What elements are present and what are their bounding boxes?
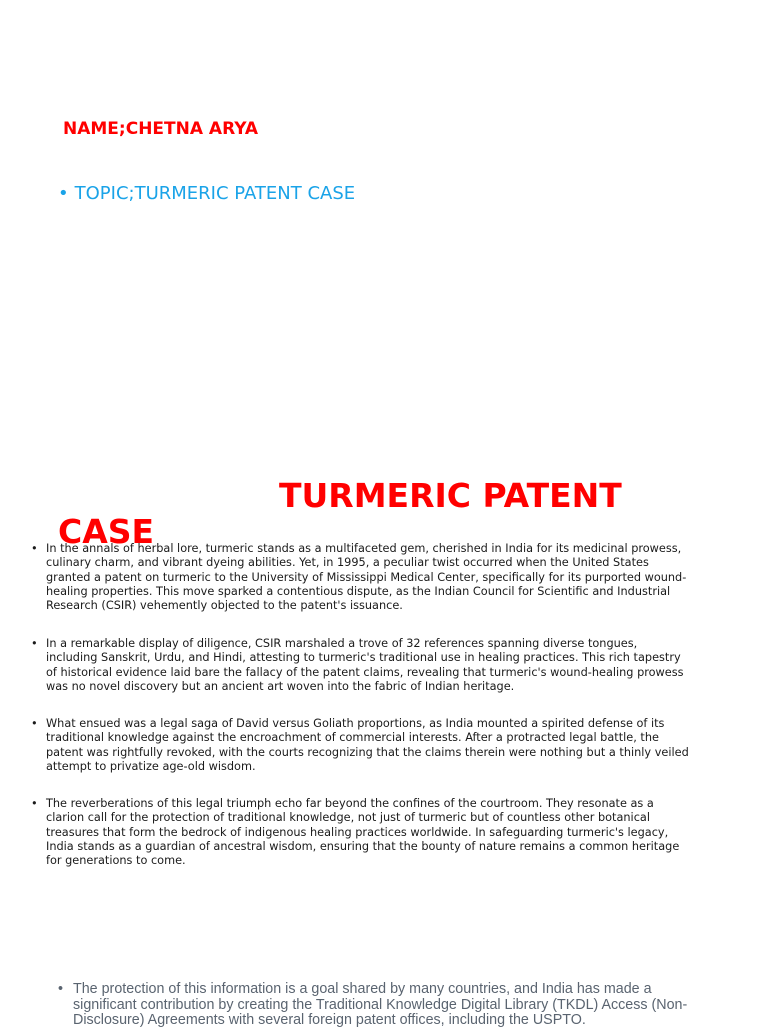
paragraph-2 <box>31 637 691 694</box>
topic-line <box>58 183 355 204</box>
bullet: • <box>58 981 64 997</box>
bullet: • <box>31 797 38 810</box>
slide-3-paragraph <box>58 982 708 1029</box>
paragraph-4 <box>31 797 691 868</box>
bullet: • <box>58 183 69 204</box>
bullet: • <box>31 717 38 730</box>
paragraph-text: What ensued was a legal saga of David versus Goliath proportions, as India mounted a spirited defense of its traditional knowledge against the encroachment of commercial interests. After a protracted legal battle, the patent was rightfully revoked, with the courts recognizing that the claims therein were nothing but a thinly veiled attempt to privatize age-old wisdom. <box>46 717 689 773</box>
bullet: • <box>31 542 38 555</box>
slide-title-line-1: TURMERIC PATENT <box>279 476 622 515</box>
paragraph-text: In a remarkable display of diligence, CSIR marshaled a trove of 32 references spanning diverse tongues, including Sanskrit, Urdu, and Hindi, attesting to turmeric's traditional use in healing practices. This rich tapestry of historical evidence laid bare the fallacy of the patent claims, revealing that turmeric's wound-healing prowess was no novel discovery but an ancient art woven into the fabric of Indian heritage. <box>46 637 684 693</box>
author-name: NAME;CHETNA ARYA <box>63 119 259 139</box>
slide-1 <box>0 0 768 450</box>
paragraph-1 <box>31 542 691 613</box>
bullet: • <box>31 637 38 650</box>
paragraph-text: The protection of this information is a goal shared by many countries, and India has made a significant contribution by creating the Traditional Knowledge Digital Library (TKDL) Access (Non-Disclosure) Agreements with several foreign patent offices, including the USPTO. <box>73 981 688 1028</box>
slide-title-line-2: CASE <box>58 512 155 551</box>
paragraph-text: The reverberations of this legal triumph echo far beyond the confines of the courtroom. They resonate as a clarion call for the protection of traditional knowledge, not just of turmeric but of countless other botanical treasures that form the bedrock of indigenous healing practices worldwide. In safeguarding turmeric's legacy, India stands as a guardian of ancestral wisdom, ensuring that the bounty of nature remains a common heritage for generations to come. <box>46 797 680 868</box>
topic-text: TOPIC;TURMERIC PATENT CASE <box>74 183 356 204</box>
paragraph-text: In the annals of herbal lore, turmeric stands as a multifaceted gem, cherished in India for its medicinal prowess, culinary charm, and vibrant dyeing abilities. Yet, in 1995, a peculiar twist occurred when the United States granted a patent on turmeric to the University of Mississippi Medical Center, specifically for its purported wound-healing properties. This move sparked a contentious dispute, as the Indian Council for Scientific and Industrial Research (CSIR) vehemently objected to the patent's issuance. <box>46 542 687 613</box>
paragraph-3 <box>31 717 691 774</box>
